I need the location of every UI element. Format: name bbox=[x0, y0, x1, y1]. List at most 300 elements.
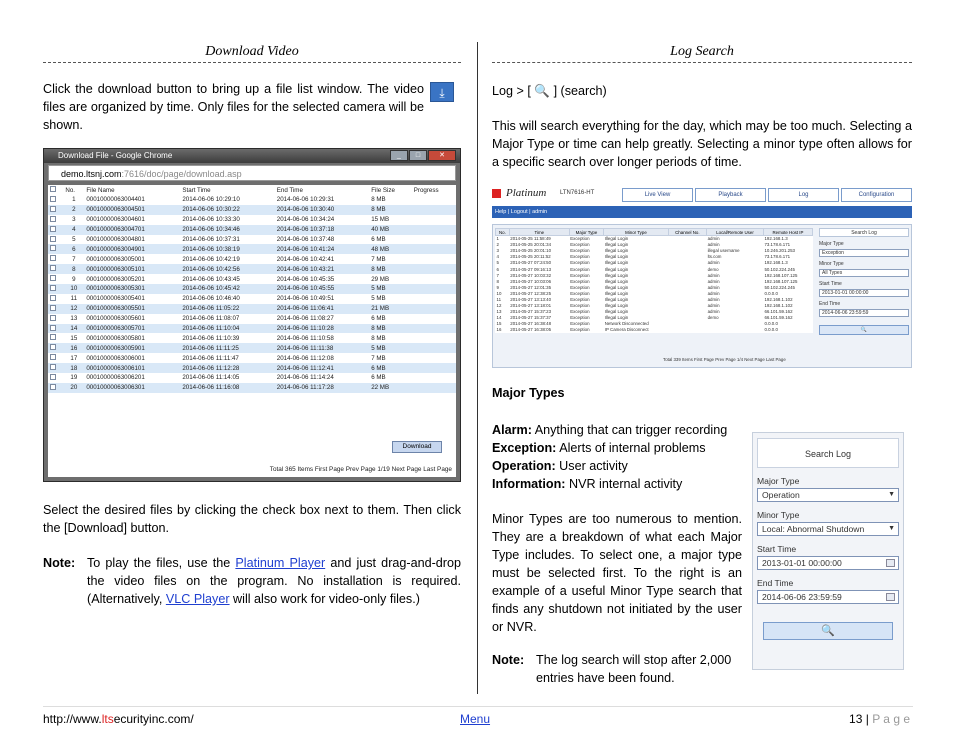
log-cell: 13 bbox=[496, 309, 502, 315]
file-cell: 00010000063005601 bbox=[86, 315, 145, 323]
file-progress bbox=[412, 333, 456, 343]
log-table bbox=[495, 228, 813, 333]
log-cell: 2014-05-27 16:38:05 bbox=[510, 327, 552, 333]
log-cell: 2014-05-25 20:01:10 bbox=[510, 248, 552, 254]
log-col-header: Major Type bbox=[569, 229, 604, 236]
app-nav-bar[interactable]: Help | Logout | admin bbox=[492, 206, 912, 218]
right-section-title: Log Search bbox=[670, 44, 734, 59]
start-time-value: 2013-01-01 00:00:00 bbox=[762, 558, 842, 568]
file-row[interactable] bbox=[48, 363, 456, 373]
file-cell: 00010000063006101 bbox=[84, 363, 180, 373]
file-cell: 15 bbox=[70, 334, 78, 342]
file-row[interactable] bbox=[48, 383, 456, 393]
file-cell: 7 MB bbox=[371, 255, 386, 263]
file-cell: 00010000063005001 bbox=[86, 255, 145, 263]
url-path: :7616/doc/page/download.asp bbox=[121, 169, 242, 179]
file-cell: 2014-06-06 10:37:18 bbox=[275, 225, 369, 235]
page-word: P a g e bbox=[872, 712, 910, 726]
log-cell: 2014-05-27 15:37:23 bbox=[510, 309, 552, 315]
file-row[interactable] bbox=[48, 343, 456, 353]
file-cell: 2014-06-06 10:45:35 bbox=[276, 275, 335, 283]
log-cell: Exception bbox=[570, 321, 590, 327]
log-cell: 8 bbox=[496, 278, 499, 284]
file-cell: 2014-06-06 11:14:05 bbox=[182, 374, 240, 382]
right-title-underline bbox=[492, 62, 912, 63]
search-button[interactable] bbox=[763, 622, 893, 640]
file-cell: 8 MB bbox=[369, 205, 412, 215]
file-cell: 00010000063004801 bbox=[86, 236, 145, 243]
file-cell: 16 bbox=[63, 343, 84, 353]
file-cell: 5 MB bbox=[369, 284, 412, 294]
log-cell: admin bbox=[707, 303, 720, 309]
log-cell: Exception bbox=[570, 278, 590, 284]
file-row[interactable] bbox=[48, 284, 456, 294]
file-cell: 4 bbox=[63, 225, 84, 235]
file-checkbox[interactable] bbox=[48, 294, 63, 304]
file-cell: 2014-06-06 10:34:24 bbox=[276, 216, 335, 224]
log-cell: Exception bbox=[570, 290, 590, 296]
log-cell: 73.178.6.171 bbox=[764, 254, 791, 260]
major-type-desc: Alerts of internal problems bbox=[556, 441, 706, 455]
file-cell: 2014-06-06 11:10:58 bbox=[276, 334, 334, 342]
log-cell bbox=[668, 327, 706, 333]
log-cell: Illegal Login bbox=[604, 315, 629, 321]
log-cell: admin bbox=[707, 296, 720, 302]
log-cell: Exception bbox=[570, 266, 590, 272]
app-search-panel bbox=[819, 228, 909, 348]
window-controls bbox=[390, 150, 456, 161]
note-text-pre: To play the files, use the bbox=[87, 556, 236, 570]
end-time-input[interactable] bbox=[757, 590, 899, 604]
path-prefix: Log > [ bbox=[492, 84, 531, 98]
log-cell: 0.0.0.0 bbox=[764, 327, 778, 333]
log-cell: Exception bbox=[570, 296, 590, 302]
log-cell: 192.168.107.125 bbox=[764, 272, 798, 278]
major-type-name: Information: bbox=[492, 477, 566, 491]
log-cell: admin bbox=[707, 278, 720, 284]
file-col-header: Start Time bbox=[182, 186, 211, 194]
file-progress bbox=[412, 195, 456, 205]
app-header bbox=[492, 186, 912, 204]
log-cell: 10.246.201.253 bbox=[764, 248, 795, 254]
page-number bbox=[849, 712, 910, 726]
log-col-header: Remote Host IP bbox=[763, 229, 812, 236]
file-cell: 7 MB bbox=[371, 354, 386, 362]
log-search-intro: This will search everything for the day, which may be too much. Selecting a Major Type or time can help greatly. Selecting a minor type often allows for a specific search over longer periods of time. bbox=[492, 119, 912, 169]
download-window-titlebar bbox=[44, 149, 460, 163]
platinum-player-link[interactable]: Platinum Player bbox=[235, 556, 326, 570]
log-cell: admin bbox=[707, 242, 720, 248]
major-type-item bbox=[492, 457, 752, 475]
file-col-header: File Name bbox=[86, 186, 115, 194]
log-cell: 16 bbox=[496, 327, 502, 333]
log-cell: 2014-05-27 10:03:32 bbox=[510, 272, 552, 278]
file-cell: 00010000063005201 bbox=[86, 275, 145, 283]
log-cell: 11 bbox=[496, 296, 502, 302]
file-progress bbox=[412, 254, 456, 264]
dropdown-arrow-icon: ▼ bbox=[888, 525, 895, 532]
file-cell: 2014-06-06 10:43:45 bbox=[182, 275, 240, 283]
file-cell: 9 bbox=[72, 275, 76, 283]
file-checkbox[interactable] bbox=[48, 195, 63, 205]
file-table bbox=[48, 185, 456, 393]
file-cell: 2014-06-06 11:10:39 bbox=[182, 334, 240, 342]
file-checkbox[interactable] bbox=[48, 235, 63, 245]
tab-log[interactable]: Log bbox=[768, 188, 839, 202]
file-cell: 6 bbox=[63, 244, 84, 254]
major-type-name: Alarm: bbox=[492, 423, 532, 437]
url-pre: http://www. bbox=[43, 712, 102, 726]
log-cell: 2014-05-25 20:11:52 bbox=[510, 254, 551, 260]
major-type-item bbox=[492, 439, 752, 457]
log-cell: 14 bbox=[496, 315, 502, 321]
log-cell: 10 bbox=[496, 290, 502, 296]
log-cell: 15 bbox=[496, 321, 502, 327]
log-cell: 1 bbox=[496, 236, 499, 242]
minor-type-label: Minor Type bbox=[757, 510, 800, 520]
log-col-header: Local/Remote User bbox=[707, 229, 764, 236]
log-cell: 2014-05-27 09:16:13 bbox=[510, 266, 552, 272]
log-cell: Exception bbox=[570, 236, 590, 242]
file-progress bbox=[412, 244, 456, 254]
log-cell: 66.101.59.162 bbox=[764, 309, 793, 315]
log-cell: 50.102.224.245 bbox=[764, 266, 795, 272]
major-type-label: Major Type bbox=[757, 476, 800, 486]
log-cell: 2 bbox=[496, 242, 499, 248]
file-checkbox[interactable] bbox=[48, 215, 63, 225]
file-checkbox[interactable] bbox=[48, 314, 63, 324]
file-cell: 2014-06-06 11:12:41 bbox=[275, 363, 369, 373]
log-cell: Exception bbox=[570, 309, 590, 315]
file-row[interactable] bbox=[48, 244, 456, 254]
file-row[interactable] bbox=[48, 333, 456, 343]
file-cell: 6 MB bbox=[369, 363, 412, 373]
maximize-icon[interactable]: □ bbox=[409, 150, 427, 161]
minor-types-text: Minor Types are too numerous to mention. They are a breakdown of what each Major Type includes. To select one, a major type must be selected first. To the right is an example of a useful Minor Type search that finds any shutdown not initiated by the user or NVR. bbox=[492, 512, 742, 634]
log-cell: 192.168.107.125 bbox=[764, 278, 798, 284]
file-cell: 00010000063005801 bbox=[86, 334, 145, 342]
file-cell: 2014-06-06 10:29:31 bbox=[276, 196, 335, 204]
log-cell: Illegal Login bbox=[604, 254, 629, 260]
file-cell: 1 bbox=[72, 196, 76, 204]
log-cell: Illegal Login bbox=[604, 266, 629, 272]
tab-configuration[interactable]: Configuration bbox=[841, 188, 912, 202]
select-all-checkbox[interactable] bbox=[48, 185, 63, 195]
major-types-heading: Major Types bbox=[492, 386, 565, 400]
file-checkbox[interactable] bbox=[48, 353, 63, 363]
file-progress bbox=[412, 363, 456, 373]
file-cell: 8 MB bbox=[371, 196, 386, 204]
major-type-name: Exception: bbox=[492, 441, 557, 455]
file-cell: 2014-06-06 10:30:40 bbox=[275, 205, 369, 215]
major-type-name: Operation: bbox=[492, 459, 556, 473]
file-cell: 22 MB bbox=[369, 383, 412, 393]
minor-type-select[interactable] bbox=[757, 522, 899, 536]
file-progress bbox=[412, 324, 456, 334]
left-note-label: Note: bbox=[43, 556, 76, 570]
vlc-player-link[interactable]: VLC Player bbox=[165, 592, 230, 606]
file-cell: 2014-06-06 11:11:25 bbox=[180, 343, 274, 353]
file-cell: 2014-06-06 10:37:31 bbox=[182, 236, 240, 243]
log-cell: 2014-05-27 12:38:25 bbox=[510, 290, 552, 296]
file-cell: 2014-06-06 10:38:19 bbox=[180, 244, 274, 254]
app-minor-select[interactable]: All Types bbox=[819, 269, 909, 277]
major-type-desc: User activity bbox=[555, 459, 628, 473]
file-cell: 2014-06-06 10:42:19 bbox=[182, 255, 240, 263]
log-cell: demo bbox=[707, 315, 719, 321]
major-type-desc: NVR internal activity bbox=[565, 477, 683, 491]
file-cell: 19 bbox=[70, 374, 78, 382]
file-progress bbox=[412, 205, 456, 215]
log-cell: IP Camera Disconnect bbox=[604, 327, 649, 333]
calendar-icon[interactable] bbox=[886, 593, 895, 601]
file-checkbox[interactable] bbox=[48, 324, 63, 334]
log-cell: Exception bbox=[570, 242, 590, 248]
right-note-text: The log search will stop after 2,000 entries have been found. bbox=[536, 653, 732, 685]
file-cell: 8 MB bbox=[369, 324, 412, 334]
file-cell: 18 bbox=[63, 363, 84, 373]
log-cell: 2014-05-25 11:58:49 bbox=[510, 236, 551, 242]
file-checkbox[interactable] bbox=[48, 363, 63, 373]
file-cell: 00010000063004901 bbox=[84, 244, 180, 254]
app-end-input[interactable]: 2014-06-06 23:59:59 bbox=[819, 309, 909, 317]
file-checkbox[interactable] bbox=[48, 264, 63, 274]
download-intro: Click the download button to bring up a file list window. The video files are organized by time. Only files for the selected camera will be shown. bbox=[43, 82, 424, 132]
major-type-desc: Anything that can trigger recording bbox=[531, 423, 728, 437]
app-tabs bbox=[622, 188, 912, 202]
file-row[interactable] bbox=[48, 324, 456, 334]
log-pager[interactable]: Total 339 Items First Page Prev Page 1/4 Next Page Last Page bbox=[663, 357, 786, 362]
page-no: 13 bbox=[849, 712, 863, 726]
file-progress bbox=[412, 343, 456, 353]
log-cell bbox=[707, 327, 764, 333]
app-search-button[interactable]: 🔍 bbox=[819, 325, 909, 335]
file-cell: 5 bbox=[72, 236, 76, 243]
log-cell: 2014-05-27 16:38:48 bbox=[510, 321, 552, 327]
log-row[interactable] bbox=[496, 327, 813, 333]
file-col-header: No. bbox=[65, 186, 75, 194]
file-cell: 12 bbox=[63, 304, 84, 314]
log-col-header: Time bbox=[509, 229, 569, 236]
file-cell: 10 bbox=[63, 284, 84, 294]
major-type-item bbox=[492, 421, 752, 439]
brand-name: Platinum bbox=[506, 187, 547, 199]
file-cell: 2014-06-06 11:08:07 bbox=[182, 315, 240, 323]
file-cell: 00010000063005501 bbox=[84, 304, 180, 314]
file-row[interactable] bbox=[48, 264, 456, 274]
download-icon[interactable]: ⤓ bbox=[430, 82, 454, 102]
log-cell: 0.0.0.0 bbox=[764, 290, 778, 296]
file-checkbox[interactable] bbox=[48, 205, 63, 215]
log-search-path bbox=[492, 82, 692, 100]
download-window bbox=[43, 148, 461, 482]
log-cell: Network Disconnected bbox=[604, 321, 649, 327]
file-cell: 6 MB bbox=[371, 236, 386, 243]
log-cell: 192.168.1.102 bbox=[764, 303, 793, 309]
file-checkbox[interactable] bbox=[48, 284, 63, 294]
tab-playback[interactable]: Playback bbox=[695, 188, 766, 202]
file-cell: 7 bbox=[72, 255, 76, 263]
file-col-header: File Size bbox=[371, 186, 395, 194]
file-row[interactable] bbox=[48, 353, 456, 363]
footer-url[interactable] bbox=[43, 712, 194, 726]
tab-live-view[interactable]: Live View bbox=[622, 188, 693, 202]
log-cell: Illegal Login bbox=[604, 290, 629, 296]
log-cell: 2014-05-27 10:03:06 bbox=[510, 278, 552, 284]
log-cell: 73.178.6.171 bbox=[764, 242, 791, 248]
file-row[interactable] bbox=[48, 294, 456, 304]
file-progress bbox=[412, 274, 456, 284]
file-progress bbox=[412, 225, 456, 235]
file-cell: 2014-06-06 11:10:28 bbox=[275, 324, 369, 334]
file-cell: 00010000063006001 bbox=[86, 354, 145, 362]
file-checkbox[interactable] bbox=[48, 304, 63, 314]
log-cell: Exception bbox=[570, 315, 590, 321]
file-cell: 00010000063004501 bbox=[84, 205, 180, 215]
menu-link[interactable]: Menu bbox=[460, 712, 491, 726]
file-cell: 8 MB bbox=[371, 334, 386, 342]
window-title: Download File - Google Chrome bbox=[58, 151, 173, 160]
file-cell: 2014-06-06 11:11:38 bbox=[275, 343, 369, 353]
file-cell: 2014-06-06 10:43:21 bbox=[275, 264, 369, 274]
close-icon[interactable]: ✕ bbox=[428, 150, 456, 161]
file-cell: 2014-06-06 10:34:46 bbox=[180, 225, 274, 235]
file-cell: 48 MB bbox=[369, 244, 412, 254]
file-cell: 2014-06-06 10:41:24 bbox=[275, 244, 369, 254]
file-cell: 2014-06-06 10:49:51 bbox=[276, 295, 335, 303]
download-button[interactable]: Download bbox=[392, 441, 442, 453]
file-cell: 2014-06-06 11:06:41 bbox=[275, 304, 369, 314]
footer-rule bbox=[43, 706, 913, 707]
file-row[interactable] bbox=[48, 304, 456, 314]
file-progress bbox=[412, 294, 456, 304]
note-text-post: will also work for video-only files.) bbox=[229, 592, 420, 606]
search-log-panel bbox=[752, 432, 904, 670]
start-time-input[interactable] bbox=[757, 556, 899, 570]
file-cell: 2014-06-06 11:12:08 bbox=[276, 354, 334, 362]
file-progress bbox=[412, 314, 456, 324]
file-row[interactable] bbox=[48, 235, 456, 245]
address-bar[interactable] bbox=[48, 165, 456, 181]
left-note bbox=[87, 554, 461, 608]
file-progress bbox=[412, 215, 456, 225]
file-row[interactable] bbox=[48, 205, 456, 215]
log-cell: illegal username bbox=[707, 248, 740, 254]
dropdown-arrow-icon: ▼ bbox=[888, 491, 895, 498]
file-checkbox[interactable] bbox=[48, 274, 63, 284]
url-host: demo.ltsnj.com bbox=[61, 169, 122, 179]
file-progress bbox=[412, 284, 456, 294]
log-cell: Illegal Login bbox=[604, 296, 629, 302]
file-cell: 14 bbox=[63, 324, 84, 334]
file-cell: 00010000063004701 bbox=[84, 225, 180, 235]
app-major-select[interactable]: Exception bbox=[819, 249, 909, 257]
file-list-panel bbox=[48, 185, 456, 477]
file-pager[interactable]: Total 365 Items First Page Prev Page 1/19 Next Page Last Page bbox=[269, 466, 452, 473]
file-row[interactable] bbox=[48, 225, 456, 235]
major-types-list bbox=[492, 421, 752, 493]
file-cell: 2014-06-06 10:42:41 bbox=[276, 255, 335, 263]
file-checkbox[interactable] bbox=[48, 333, 63, 343]
log-cell: Exception bbox=[570, 254, 590, 260]
file-cell: 2014-06-06 11:11:47 bbox=[182, 354, 239, 362]
file-cell: 2014-06-06 11:10:04 bbox=[180, 324, 274, 334]
file-row[interactable] bbox=[48, 314, 456, 324]
file-cell: 11 bbox=[70, 295, 78, 303]
file-cell: 5 MB bbox=[371, 295, 386, 303]
log-cell: 66.101.59.162 bbox=[764, 315, 793, 321]
file-checkbox[interactable] bbox=[48, 373, 63, 383]
file-progress bbox=[412, 304, 456, 314]
log-cell: 192.168.1.3 bbox=[764, 236, 788, 242]
app-search-heading: Search Log bbox=[819, 228, 909, 237]
log-cell: 2014-05-27 13:18:01 bbox=[510, 303, 552, 309]
log-cell: Illegal Login bbox=[604, 303, 629, 309]
file-row[interactable] bbox=[48, 215, 456, 225]
log-cell: 6 bbox=[496, 266, 499, 272]
log-cell: 9 bbox=[496, 284, 499, 290]
major-type-value: Operation bbox=[762, 490, 800, 500]
log-col-header: Minor Type bbox=[604, 229, 668, 236]
file-checkbox[interactable] bbox=[48, 383, 63, 393]
minimize-icon[interactable]: _ bbox=[390, 150, 408, 161]
log-cell: Illegal Login bbox=[604, 309, 629, 315]
file-checkbox[interactable] bbox=[48, 225, 63, 235]
file-table-body bbox=[48, 195, 456, 393]
log-cell: Illegal Login bbox=[604, 260, 629, 266]
file-cell: 29 MB bbox=[371, 275, 390, 283]
file-cell: 8 MB bbox=[369, 264, 412, 274]
log-cell: Illegal Login bbox=[604, 284, 629, 290]
file-row[interactable] bbox=[48, 274, 456, 284]
file-cell: 2014-06-06 11:14:24 bbox=[276, 374, 334, 382]
major-type-select[interactable] bbox=[757, 488, 899, 502]
log-cell: admin bbox=[707, 290, 720, 296]
file-cell: 21 MB bbox=[369, 304, 412, 314]
app-end-label: End Time bbox=[819, 301, 841, 307]
log-cell: admin bbox=[707, 272, 720, 278]
file-cell: 00010000063004601 bbox=[86, 216, 145, 224]
log-cell: demo bbox=[707, 266, 719, 272]
log-cell: lts.com bbox=[707, 254, 722, 260]
brand-logo-icon bbox=[492, 189, 501, 198]
column-divider bbox=[477, 42, 478, 694]
file-row[interactable] bbox=[48, 254, 456, 264]
file-checkbox[interactable] bbox=[48, 244, 63, 254]
calendar-icon[interactable] bbox=[886, 559, 895, 567]
app-start-input[interactable]: 2013-01-01 00:00:00 bbox=[819, 289, 909, 297]
log-cell: 4 bbox=[496, 254, 499, 260]
file-cell: 00010000063005301 bbox=[84, 284, 180, 294]
log-col-header: No. bbox=[496, 229, 510, 236]
file-cell: 15 MB bbox=[371, 216, 390, 224]
download-instructions: Select the desired files by clicking the check box next to them. Then click the [Download] button. bbox=[43, 503, 461, 535]
log-cell: 192.168.1.3 bbox=[764, 260, 788, 266]
file-cell: 13 bbox=[70, 315, 78, 323]
app-start-label: Start Time bbox=[819, 281, 842, 287]
file-row[interactable] bbox=[48, 195, 456, 205]
log-cell: Exception bbox=[570, 303, 590, 309]
file-cell: 2014-06-06 10:46:40 bbox=[182, 295, 240, 303]
log-cell: 192.168.1.102 bbox=[764, 296, 793, 302]
url-brand: lts bbox=[101, 712, 114, 726]
log-cell: 7 bbox=[496, 272, 499, 278]
file-row[interactable] bbox=[48, 373, 456, 383]
file-cell: 5 MB bbox=[369, 343, 412, 353]
file-progress bbox=[412, 353, 456, 363]
file-checkbox[interactable] bbox=[48, 343, 63, 353]
file-checkbox[interactable] bbox=[48, 254, 63, 264]
